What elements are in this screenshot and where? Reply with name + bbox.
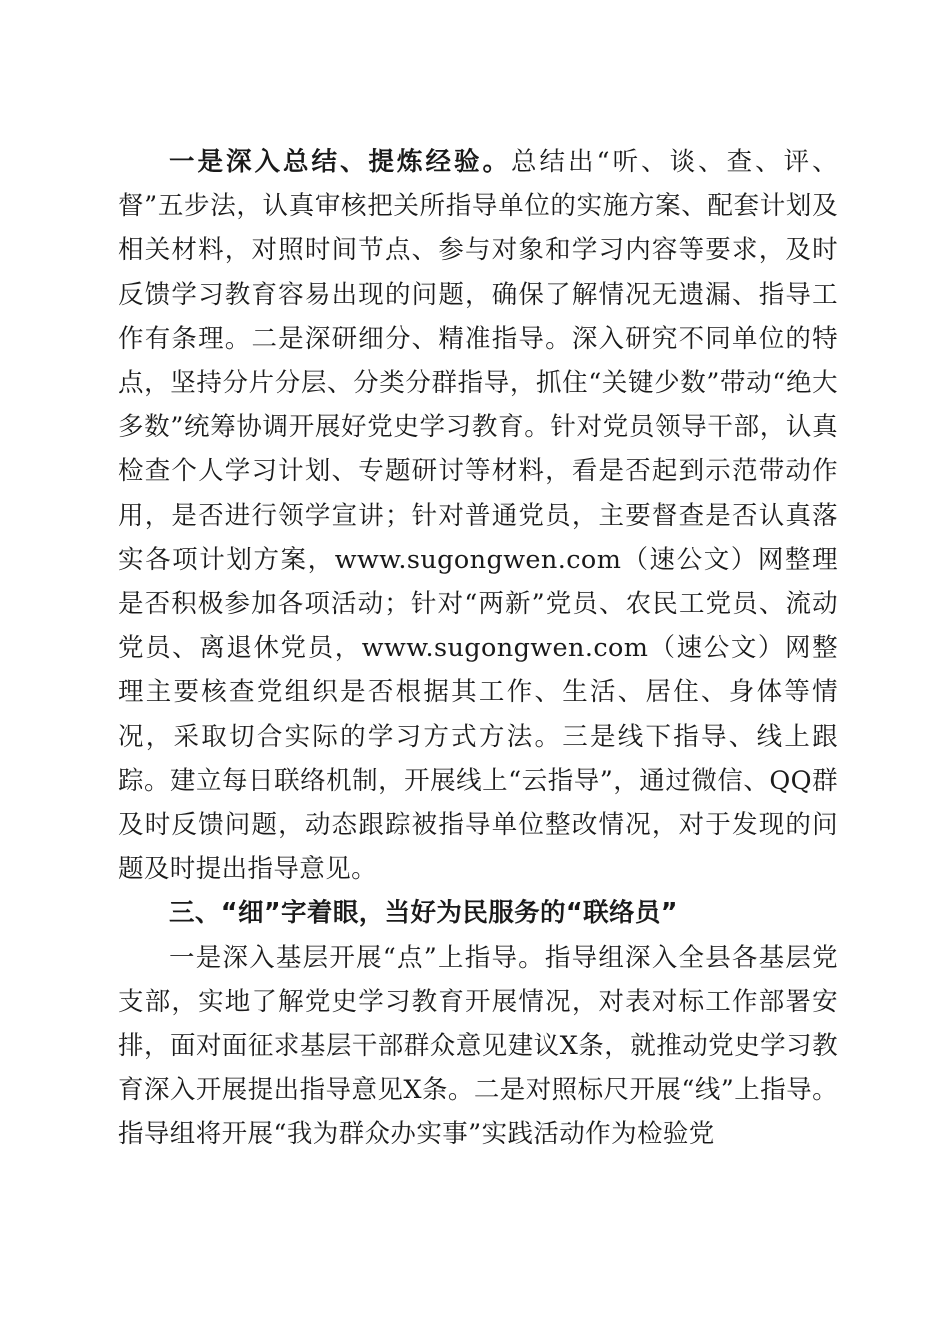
paragraph-lead: 一是深入总结、提炼经验。 (169, 147, 512, 177)
paragraph-experience-summary (118, 140, 838, 891)
paragraph-grassroots-guidance: 一是深入基层开展“点”上指导。指导组深入全县各基层党支部，实地了解党史学习教育开展情况，对表对标工作部署安排，面对面征求基层干部群众意见建议X条，就推动党史学习教育深入开展提出指导意见X条。二是对照标尺开展“线”上指导。指导组将开展“我为群众办实事”实践活动作为检验党 (118, 942, 838, 1150)
paragraph-body: 总结出“听、谈、查、评、督”五步法，认真审核把关所指导单位的实施方案、配套计划及相关材料，对照时间节点、参与对象和学习内容等要求，及时反馈学习教育容易出现的问题，确保了解情况无遗漏、指导工作有条理。二是深研细分、精准指导。深入研究不同单位的特点，坚持分片分层、分类分群指导，抓住“关键少数”带动“绝大多数”统筹协调开展好党史学习教育。针对党员领导干部，认真检查个人学习计划、专题研讨等材料，看是否起到示范带动作用，是否进行领学宣讲；针对普通党员，主要督查是否认真落实各项计划方案，www.sugongwen.com（速公文）网整理是否积极参加各项活动；针对“两新”党员、农民工党员、流动党员、离退休党员，www.sugongwen.com（速公文）网整理主要核查党组织是否根据其工作、生活、居住、身体等情况，采取切合实际的学习方式方法。三是线下指导、线上跟踪。建立每日联络机制，开展线上“云指导”，通过微信、QQ群及时反馈问题，动态跟踪被指导单位整改情况，对于发现的问题及时提出指导意见。 (118, 147, 838, 885)
document-page (118, 140, 838, 1157)
section-heading: 三、“细”字着眼，当好为民服务的“联络员” (169, 898, 678, 929)
